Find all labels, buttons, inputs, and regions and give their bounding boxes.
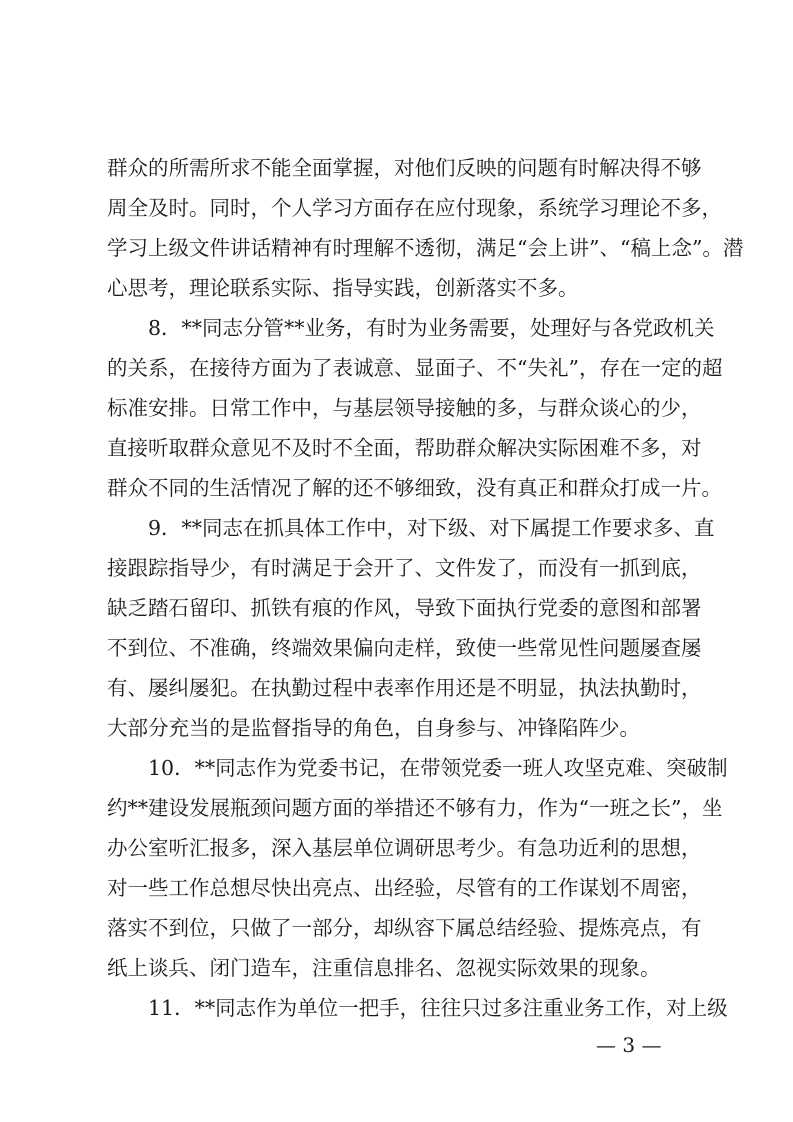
body-line: 10．**同志作为党委书记，在带领党委一班人攻坚克难、突破制 <box>107 756 728 780</box>
body-line: 纸上谈兵、闭门造车，注重信息排名、忽视实际效果的现象。 <box>107 956 661 980</box>
body-line: 办公室听汇报多，深入基层单位调研思考少。有急功近利的思想， <box>107 836 702 860</box>
body-line: 不到位、不准确，终端效果偏向走样，致使一些常见性问题屡查屡 <box>107 636 702 660</box>
body-line: 约**建设发展瓶颈问题方面的举措还不够有力，作为“一班之长”，坐 <box>107 796 723 820</box>
body-line: 直接听取群众意见不及时不全面，帮助群众解决实际困难不多，对 <box>107 436 702 460</box>
body-line: 8．**同志分管**业务，有时为业务需要，处理好与各党政机关 <box>107 316 715 340</box>
body-line: 缺乏踏石留印、抓铁有痕的作风，导致下面执行党委的意图和部署 <box>107 596 702 620</box>
body-line: 群众的所需所求不能全面掌握，对他们反映的问题有时解决得不够 <box>107 156 702 180</box>
body-line: 9．**同志在抓具体工作中，对下级、对下属提工作要求多、直 <box>107 516 715 540</box>
body-line: 大部分充当的是监督指导的角色，自身参与、冲锋陷阵少。 <box>107 716 640 740</box>
body-line: 落实不到位，只做了一部分，却纵容下属总结经验、提炼亮点，有 <box>107 916 702 940</box>
body-line: 标准安排。日常工作中，与基层领导接触的多，与群众谈心的少， <box>107 396 702 420</box>
body-line: 接跟踪指导少，有时满足于会开了、文件发了，而没有一抓到底， <box>107 556 702 580</box>
body-line: 心思考，理论联系实际、指导实践，创新落实不多。 <box>107 276 579 300</box>
body-line: 周全及时。同时，个人学习方面存在应付现象，系统学习理论不多， <box>107 196 722 220</box>
body-line: 对一些工作总想尽快出亮点、出经验，尽管有的工作谋划不周密， <box>107 876 702 900</box>
body-line: 11．**同志作为单位一把手，往往只过多注重业务工作，对上级 <box>107 996 728 1020</box>
page-number: — 3 — <box>596 1033 662 1057</box>
body-line: 群众不同的生活情况了解的还不够细致，没有真正和群众打成一片。 <box>107 476 722 500</box>
body-line: 学习上级文件讲话精神有时理解不透彻，满足“会上讲”、“稿上念”。潜 <box>107 236 744 260</box>
body-line: 有、屡纠屡犯。在执勤过程中表率作用还是不明显，执法执勤时， <box>107 676 702 700</box>
body-line: 的关系，在接待方面为了表诚意、显面子、不“失礼”，存在一定的超 <box>107 356 723 380</box>
